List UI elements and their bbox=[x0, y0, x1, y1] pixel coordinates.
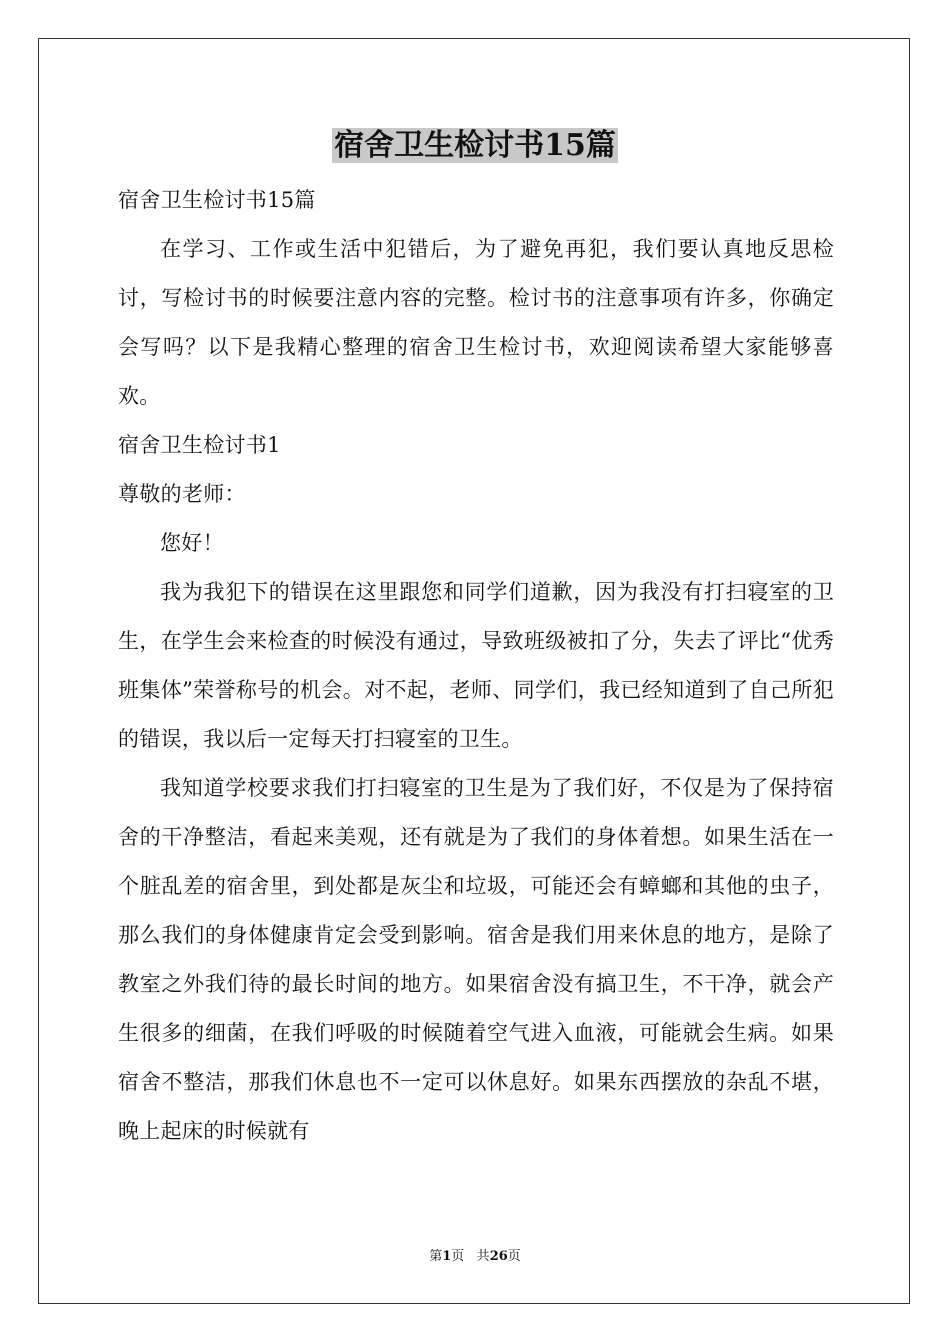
total-suffix: 页 bbox=[507, 1249, 521, 1264]
total-prefix: 共 bbox=[476, 1249, 490, 1264]
document-subtitle: 宿舍卫生检讨书15篇 bbox=[118, 188, 316, 212]
document-title bbox=[0, 124, 950, 168]
greeting: 您好！ bbox=[160, 531, 224, 555]
page-suffix: 页 bbox=[451, 1249, 465, 1264]
current-page-number: 1 bbox=[442, 1249, 452, 1264]
section-heading: 宿舍卫生检讨书1 bbox=[118, 433, 281, 457]
document-body bbox=[118, 176, 834, 1156]
intro-paragraph: 在学习、工作或生活中犯错后，为了避免再犯，我们要认真地反思检讨，写检讨书的时候要注意内容的完整。检讨书的注意事项有许多，你确定会写吗？以下是我精心整理的宿舍卫生检讨书，欢迎阅读希望大家能够喜欢。 bbox=[118, 237, 834, 408]
document-title-text: 宿舍卫生检讨书15篇 bbox=[334, 128, 616, 163]
page-footer bbox=[0, 1248, 950, 1266]
salutation: 尊敬的老师： bbox=[118, 482, 246, 506]
body-paragraph-1: 我为我犯下的错误在这里跟您和同学们道歉，因为我没有打扫寝室的卫生，在学生会来检查的时候没有通过，导致班级被扣了分，失去了评比“优秀班集体”荣誉称号的机会。对不起，老师、同学们，我已经知道到了自己所犯的错误，我以后一定每天打扫寝室的卫生。 bbox=[118, 580, 834, 751]
page-prefix: 第 bbox=[429, 1249, 443, 1264]
total-pages-number: 26 bbox=[489, 1249, 508, 1264]
body-paragraph-2: 我知道学校要求我们打扫寝室的卫生是为了我们好，不仅是为了保持宿舍的干净整洁，看起来美观，还有就是为了我们的身体着想。如果生活在一个脏乱差的宿舍里，到处都是灰尘和垃圾，可能还会有蟑螂和其他的虫子，那么我们的身体健康肯定会受到影响。宿舍是我们用来休息的地方，是除了教室之外我们待的最长时间的地方。如果宿舍没有搞卫生，不干净，就会产生很多的细菌，在我们呼吸的时候随着空气进入血液，可能就会生病。如果宿舍不整洁，那我们休息也不一定可以休息好。如果东西摆放的杂乱不堪，晚上起床的时候就有 bbox=[118, 776, 834, 1143]
